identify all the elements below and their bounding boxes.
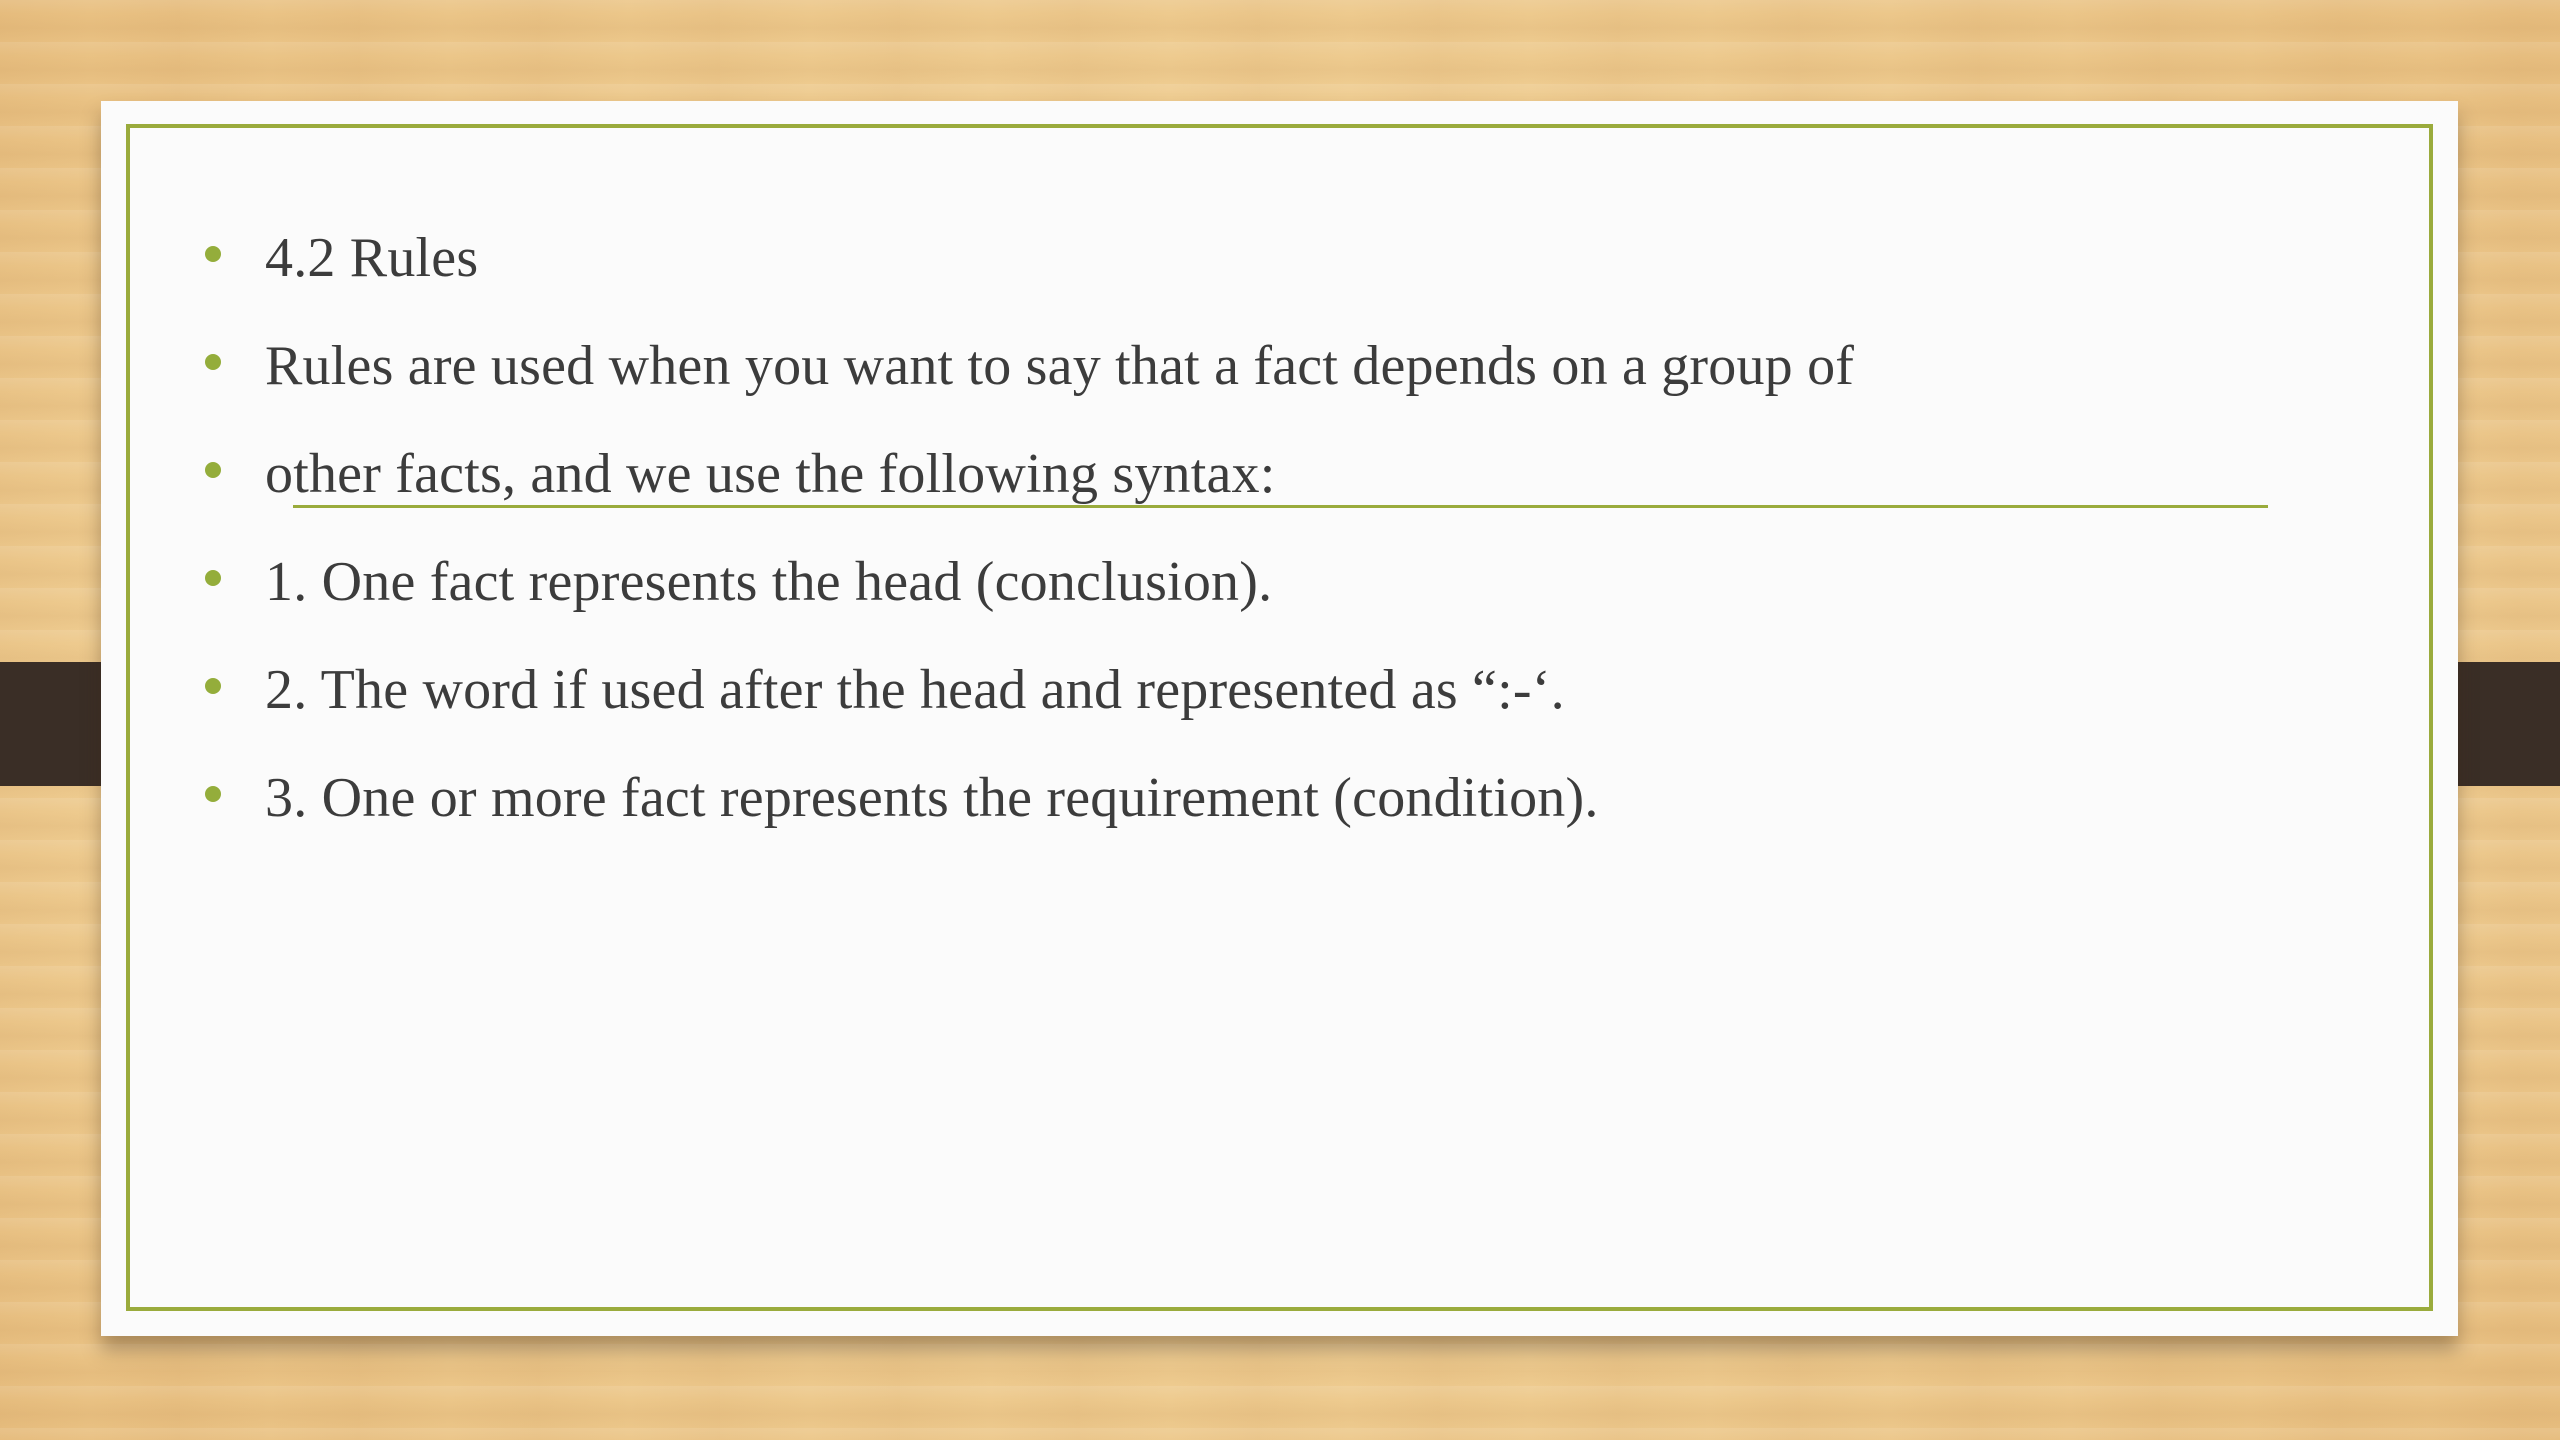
bullet-item-step-1 xyxy=(205,534,2305,642)
bullet-text: Rules are used when you want to say that a fact depends on a group of xyxy=(265,335,1855,397)
bullet-dot-icon xyxy=(205,354,221,370)
bullet-list xyxy=(205,210,2305,858)
bullet-dot-icon xyxy=(205,246,221,262)
bullet-text: 1. One fact represents the head (conclusion). xyxy=(265,551,1273,613)
bullet-dot-icon xyxy=(205,678,221,694)
bullet-text: other facts, and we use the following syntax: xyxy=(265,443,1276,505)
bullet-item-title xyxy=(205,210,2305,318)
bullet-text: 3. One or more fact represents the requirement (condition). xyxy=(265,767,1599,829)
bullet-item-step-2 xyxy=(205,642,2305,750)
bullet-item-intro-continued xyxy=(205,426,2305,534)
bullet-text: 2. The word if used after the head and represented as “:-‘. xyxy=(265,659,1565,721)
section-divider-line xyxy=(293,505,2268,508)
bullet-dot-icon xyxy=(205,786,221,802)
bullet-text: 4.2 Rules xyxy=(265,227,479,289)
bullet-dot-icon xyxy=(205,570,221,586)
bullet-dot-icon xyxy=(205,462,221,478)
bullet-item-step-3 xyxy=(205,750,2305,858)
bullet-item-intro xyxy=(205,318,2305,426)
